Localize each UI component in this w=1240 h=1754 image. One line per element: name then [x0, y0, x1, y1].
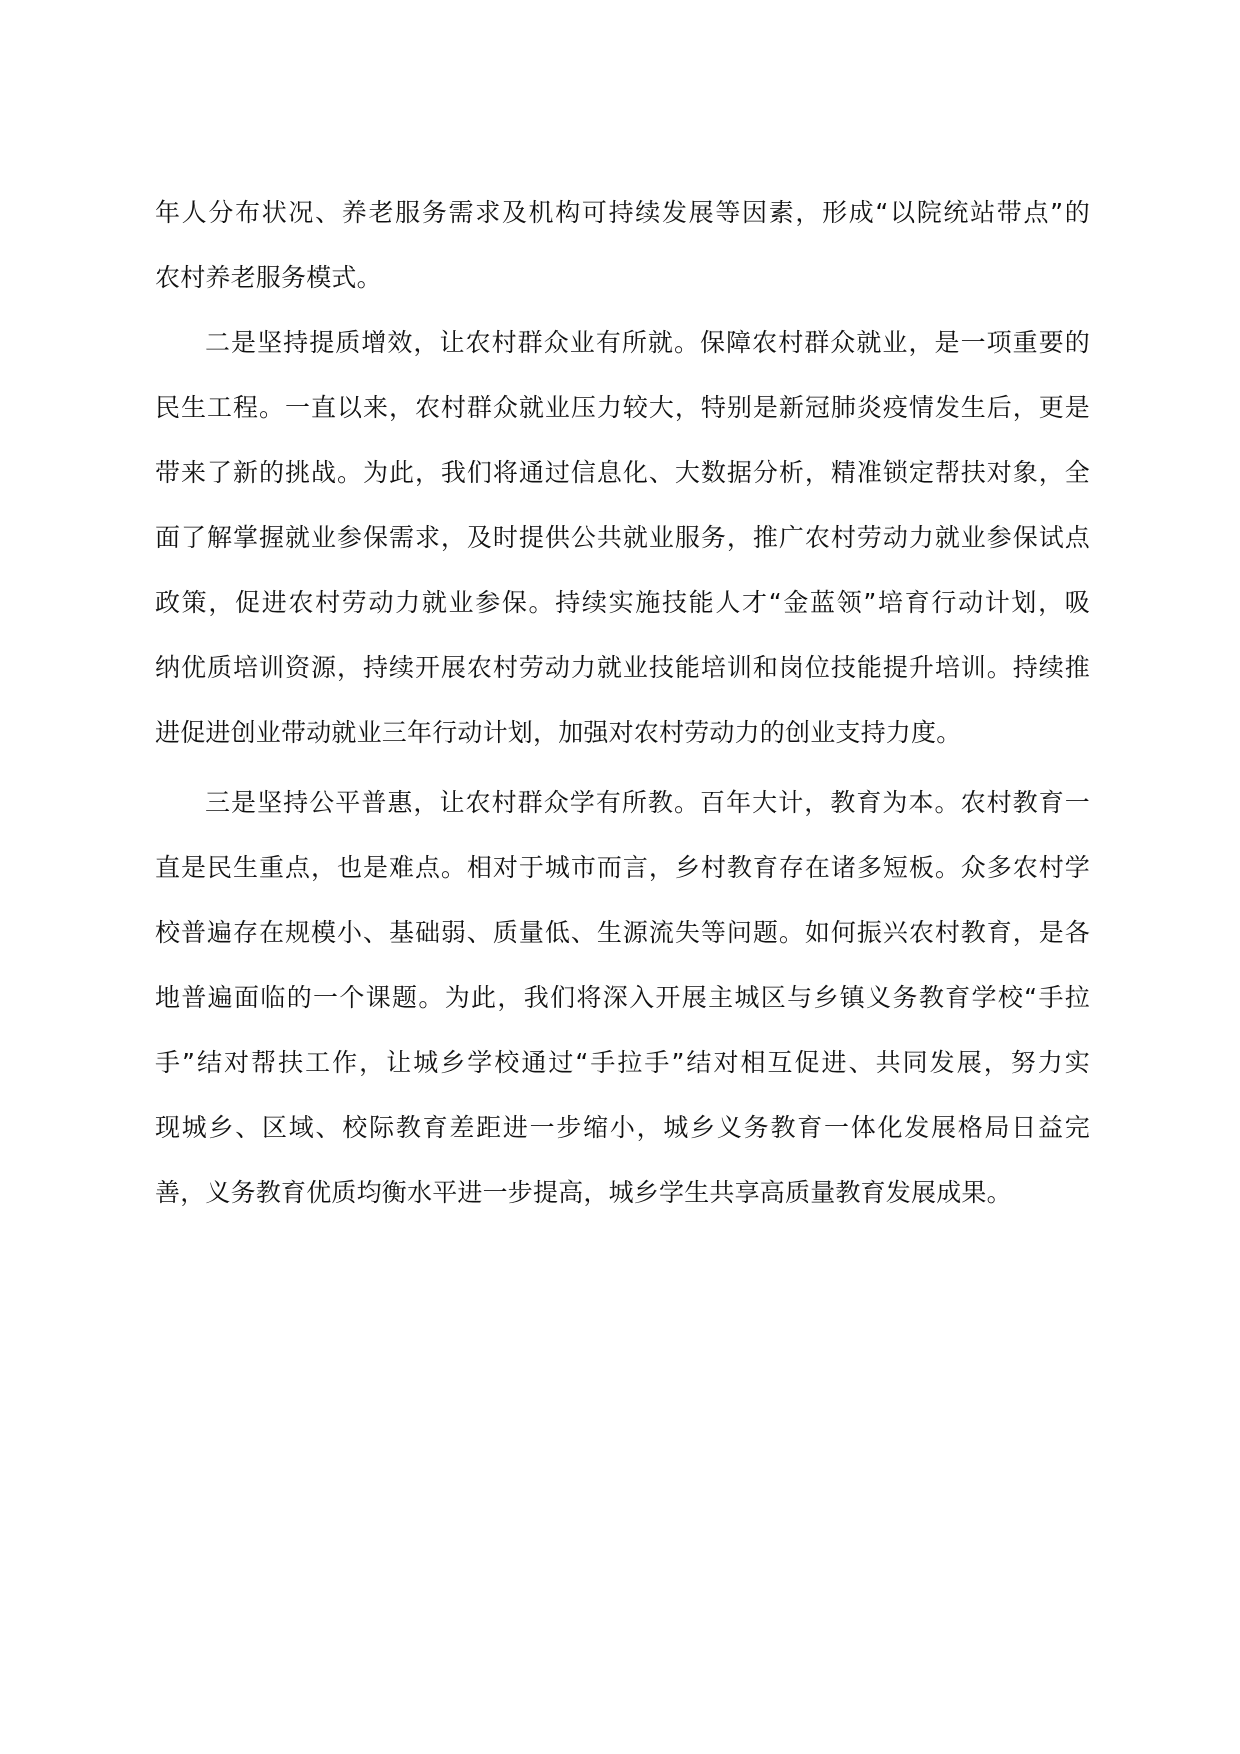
text-line: 手”结对帮扶工作，让城乡学校通过“手拉手”结对相互促进、共同发展，努力实 [155, 1048, 1090, 1077]
text-line: 地普遍面临的一个课题。为此，我们将深入开展主城区与乡镇义务教育学校“手拉 [155, 983, 1090, 1012]
text-line: 年人分布状况、养老服务需求及机构可持续发展等因素，形成“以院统站带点”的 [155, 198, 1090, 227]
paragraph-2-first-line: 二是坚持提质增效，让农村群众业有所就。保障农村群众就业，是一项重要的 [205, 328, 1090, 357]
text-line: 现城乡、区域、校际教育差距进一步缩小，城乡义务教育一体化发展格局日益完 [155, 1113, 1090, 1142]
text-line: 民生工程。一直以来，农村群众就业压力较大，特别是新冠肺炎疫情发生后，更是 [155, 393, 1090, 422]
text-line: 纳优质培训资源，持续开展农村劳动力就业技能培训和岗位技能提升培训。持续推 [155, 653, 1090, 682]
text-line: 进促进创业带动就业三年行动计划，加强对农村劳动力的创业支持力度。 [155, 718, 962, 747]
paragraph-3-first-line: 三是坚持公平普惠，让农村群众学有所教。百年大计，教育为本。农村教育一 [205, 788, 1090, 817]
text-line: 校普遍存在规模小、基础弱、质量低、生源流失等问题。如何振兴农村教育，是各 [155, 918, 1090, 947]
text-line: 面了解掌握就业参保需求，及时提供公共就业服务，推广农村劳动力就业参保试点 [155, 523, 1090, 552]
text-line: 政策，促进农村劳动力就业参保。持续实施技能人才“金蓝领”培育行动计划，吸 [155, 588, 1090, 617]
text-line: 直是民生重点，也是难点。相对于城市而言，乡村教育存在诸多短板。众多农村学 [155, 853, 1090, 882]
text-line: 善，义务教育优质均衡水平进一步提高，城乡学生共享高质量教育发展成果。 [155, 1178, 1012, 1207]
text-line: 带来了新的挑战。为此，我们将通过信息化、大数据分析，精准锁定帮扶对象，全 [155, 458, 1090, 487]
text-line: 农村养老服务模式。 [155, 263, 382, 292]
